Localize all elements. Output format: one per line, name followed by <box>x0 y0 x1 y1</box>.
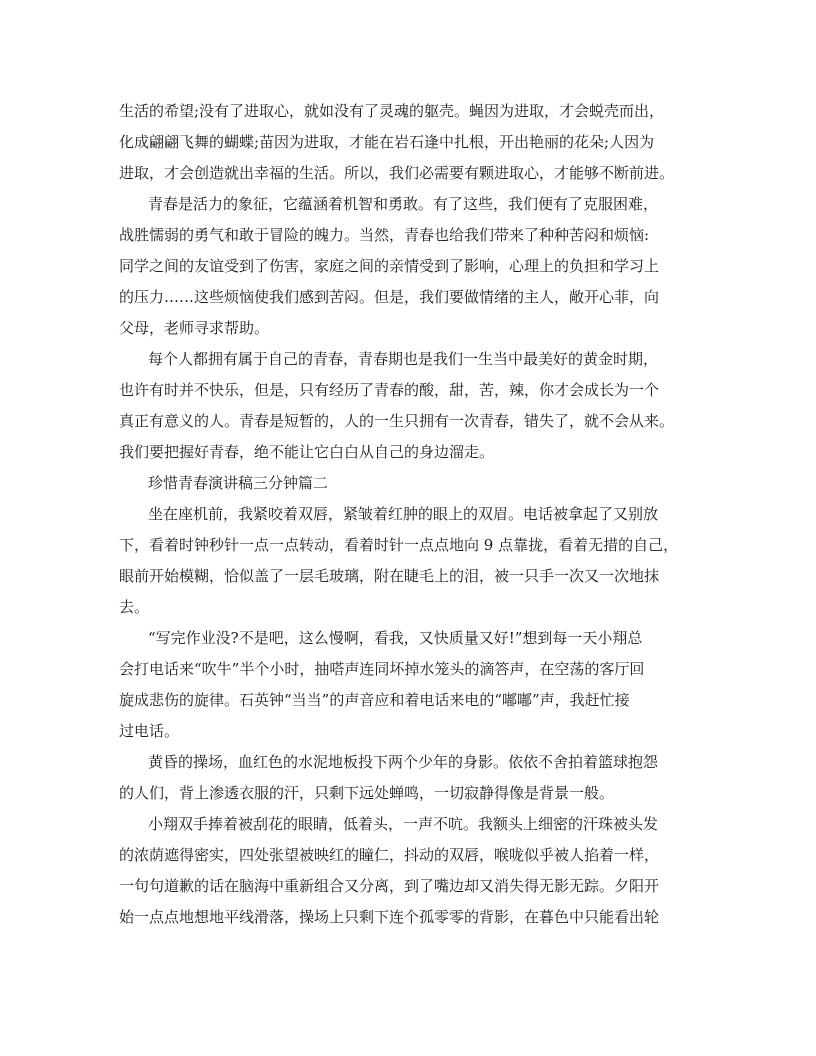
text-line: 的浓荫遮得密实，四处张望被映红的瞳仁，抖动的双唇，喉咙似乎被人掐着一样， <box>119 846 660 864</box>
text-line: 过电话。 <box>119 722 180 740</box>
text-line: 父母，老师寻求帮助。 <box>119 319 270 337</box>
section-heading: 珍惜青春演讲稿三分钟篇二 <box>148 474 329 492</box>
text-line: 会打电话来“吹牛”半个小时，抽嗒声连同坏掉水笼头的滴答声，在空荡的客厅回 <box>119 660 645 678</box>
text-line: 也许有时并不快乐，但是，只有经历了青春的酸，甜，苦，辣，你才会成长为一个 <box>119 381 660 399</box>
text-line: 眼前开始模糊，恰似盖了一层毛玻璃，附在睫毛上的泪，被一只手一次又一次地抹 <box>119 567 660 585</box>
text-line: 我们要把握好青春，绝不能让它白白从自己的身边溜走。 <box>119 443 495 461</box>
paragraph-first-line: “写完作业没?不是吧，这么慢啊，看我，又快质量又好!”想到每一天小翔总 <box>148 629 643 647</box>
text-line: 去。 <box>119 598 150 616</box>
text-line: 真正有意义的人。青春是短暂的，人的一生只拥有一次青春，错失了，就不会从来。 <box>119 412 675 430</box>
paragraph-first-line: 小翔双手捧着被刮花的眼睛，低着头，一声不吭。我额头上细密的汗珠被头发 <box>148 815 659 833</box>
text-line: 一句句道歉的话在脑海中重新组合又分离，到了嘴边却又消失得无影无踪。夕阳开 <box>119 877 660 895</box>
text-line: 始一点点地想地平线滑落，操场上只剩下连个孤零零的背影，在暮色中只能看出轮 <box>119 908 660 926</box>
document-page <box>119 96 697 933</box>
text-line: 化成翩翩飞舞的蝴蝶;苗因为进取，才能在岩石逢中扎根，开出艳丽的花朵;人因为 <box>119 133 655 151</box>
text-line: 同学之间的友谊受到了伤害，家庭之间的亲情受到了影响，心理上的负担和学习上 <box>119 257 660 275</box>
text-line: 旋成悲伤的旋律。石英钟“当当”的声音应和着电话来电的“嘟嘟”声，我赶忙接 <box>119 691 630 709</box>
text-line: 下，看着时钟秒针一点一点转动，看着时针一点点地向 9 点靠拢，看着无措的自己， <box>119 536 679 554</box>
text-line: 进取，才会创造就出幸福的生活。所以，我们必需要有颗进取心，才能够不断前进。 <box>119 164 675 182</box>
paragraph-first-line: 黄昏的操场，血红色的水泥地板投下两个少年的身影。依依不舍拍着篮球抱怨 <box>148 753 659 771</box>
text-line: 的人们，背上渗透衣服的汗，只剩下远处蝉鸣，一切寂静得像是背景一般。 <box>119 784 615 802</box>
text-line: 战胜懦弱的勇气和敢于冒险的魄力。当然，青春也给我们带来了种种苦闷和烦恼: <box>119 226 650 244</box>
paragraph-first-line: 青春是活力的象征，它蕴涵着机智和勇敢。有了这些，我们便有了克服困难， <box>148 195 659 213</box>
text-line: 生活的希望;没有了进取心，就如没有了灵魂的躯壳。蝇因为进取，才会蜕壳而出， <box>119 102 665 120</box>
paragraph-first-line: 每个人都拥有属于自己的青春，青春期也是我们一生当中最美好的黄金时期， <box>148 350 659 368</box>
text-line: 的压力……这些烦恼使我们感到苦闷。但是，我们要做情绪的主人，敞开心菲，向 <box>119 288 660 306</box>
paragraph-first-line: 坐在座机前，我紧咬着双唇，紧皱着红肿的眼上的双眉。电话被拿起了又别放 <box>148 505 659 523</box>
